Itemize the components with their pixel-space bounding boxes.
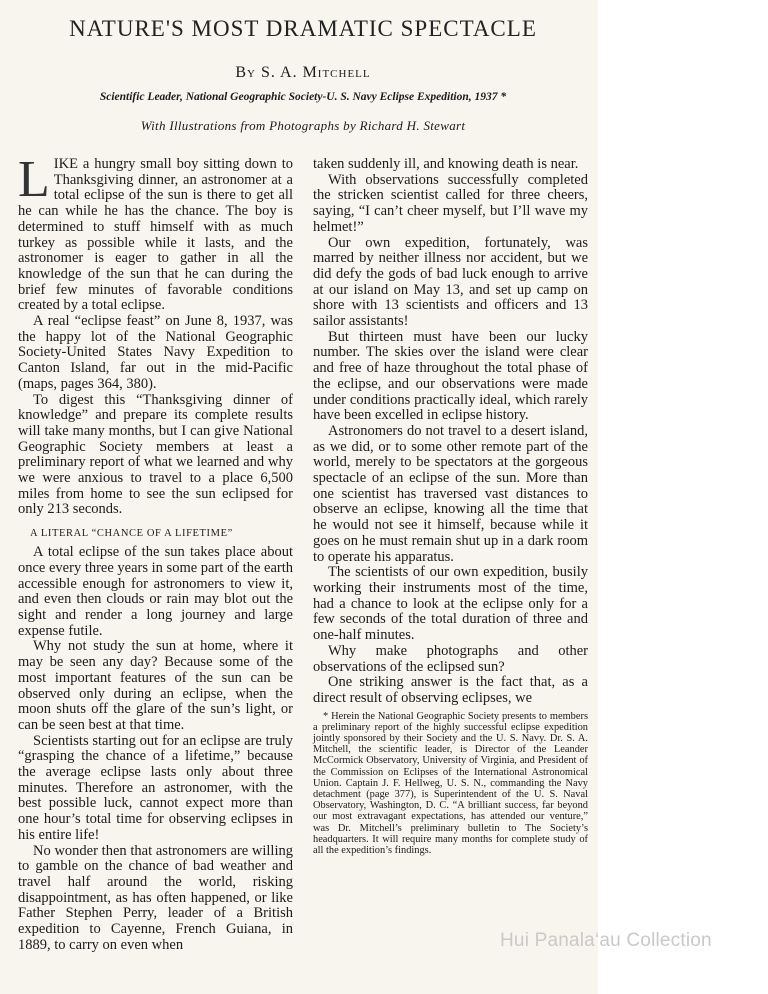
paragraph: One striking answer is the fact that, as a direct result of observing eclipses, we [313, 674, 588, 706]
paragraph: To digest this “Thanksgiving dinner of knowledge” and prepare its complete results will take many months, but I can give National Geographic Society members at least a preliminary report of what we learned and why we were anxious to travel to a place 6,500 miles from home to see the sun eclipsed for only 213 seconds. [18, 391, 293, 518]
right-column [313, 157, 588, 953]
paragraph: A real “eclipse feast” on June 8, 1937, was the happy lot of the National Geographic Society-United States Navy Expedition to Canton Island, far out in the mid-Pacific (maps, pages 364, 380). [18, 313, 293, 392]
left-column [18, 151, 293, 953]
footnote: * Herein the National Geographic Society presents to members a preliminary report of the highly successful eclipse expedition jointly sponsored by their Society and the U. S. Navy. Dr. S. A. Mitchell, the scientific leader, is Director of the Leander McCormick Observatory, University of Virginia, and President of the Commission on Eclipses of the International Astronomical Union. Captain J. F. Hellweg, U. S. N., commanding the Navy detachment (page 377), is Superintendent of the U. S. Naval Observatory, Washington, D. C. “A brilliant success, far beyond our most extravagant expectations, has attended our venture,” was Dr. Mitchell’s preliminary bulletin to The Society’s headquarters. It will require many months for complete study of all the expedition’s findings. [313, 710, 588, 857]
paragraph: The scientists of our own expedition, busily working their instruments most of the time, had a chance to look at the eclipse only for a few seconds of the total duration of three and one-half minutes. [313, 564, 588, 644]
article-body [18, 151, 588, 953]
article [18, 0, 588, 953]
byline [18, 64, 588, 82]
section-subheading: A LITERAL “CHANCE OF A LIFETIME” [30, 528, 233, 540]
author-affiliation: Scientific Leader, National Geographic Society-U. S. Navy Eclipse Expedition, 1937 * [99, 91, 507, 103]
byline-prefix: By [235, 64, 256, 81]
paragraph: But thirteen must have been our lucky number. The skies over the island were clear and free of haze throughout the total phase of the eclipse, and our observations were made under conditions practically ideal, which rarely have been excelled in eclipse history. [313, 328, 588, 424]
paragraph: Scientists starting out for an eclipse are truly “grasping the chance of a lifetime,” because the average eclipse lasts only about three minutes. Therefore an astronomer, with the best possible luck, cannot expect more than one hour’s total time for observing eclipses in his entire life! [18, 732, 293, 843]
paragraph-text: IKE a hungry small boy sitting down to Thanksgiving dinner, an astronomer at a total eclipse of the sun is there to get all he can while he has the chance. The boy is determined to stuff himself with as much turkey as possible while it lasts, and the astronomer is eager to gather in all the knowledge of the sun that he can during the brief few minutes of favorable conditions created by a total eclipse. [18, 156, 293, 314]
paragraph: Why not study the sun at home, where it may be seen any day? Because some of the most important features of the sun can be observed only during an eclipse, when the moon shuts off the glare of the sun’s light, or can be seen best at that time. [18, 638, 293, 733]
paragraph: No wonder then that astronomers are willing to gamble on the chance of bad weather and travel half around the world, risking disappointment, as has often happened, or like Father Stephen Perry, leader of a British expedition to Cayenne, French Guiana, in 1889, to carry on even when [18, 842, 293, 953]
paragraph: Astronomers do not travel to a desert island, as we did, or to some other remote part of the world, merely to be spectators at the gorgeous spectacle of an eclipse of the sun. More than one scientist has traversed vast distances to observe an eclipse, knowing all the time that he would not see it himself, because while it goes on he must remain shut up in a dark room to operate his apparatus. [313, 422, 588, 565]
paragraph: With observations successfully completed the stricken scientist called for three cheers, saying, “I can’t cheer myself, but I’ll wave my helmet!” [313, 171, 588, 235]
illustrations-credit: With Illustrations from Photographs by Richard H. Stewart [140, 118, 466, 133]
article-title: NATURE'S MOST DRAMATIC SPECTACLE [69, 16, 537, 41]
paragraph: taken suddenly ill, and knowing death is near. [313, 156, 579, 172]
paragraph: Why make photographs and other observations of the eclipsed sun? [313, 642, 588, 675]
author-name: S. A. Mitchell [261, 64, 371, 81]
paragraph: Our own expedition, fortunately, was marred by neither illness nor accident, but we did defy the gods of bad luck enough to arrive at our island on May 13, and set up camp on shore with 13 scientists and officers and 13 sailor assistants! [313, 234, 588, 330]
drop-cap: L [18, 151, 50, 208]
paragraph [18, 151, 293, 314]
collection-watermark: Hui Panala‘au Collection [500, 930, 712, 951]
paragraph: A total eclipse of the sun takes place about once every three years in some part of the earth accessible enough for astronomers to view it, and even then clouds or rain may blot out the sight and render a long journey and large expense futile. [18, 544, 293, 639]
